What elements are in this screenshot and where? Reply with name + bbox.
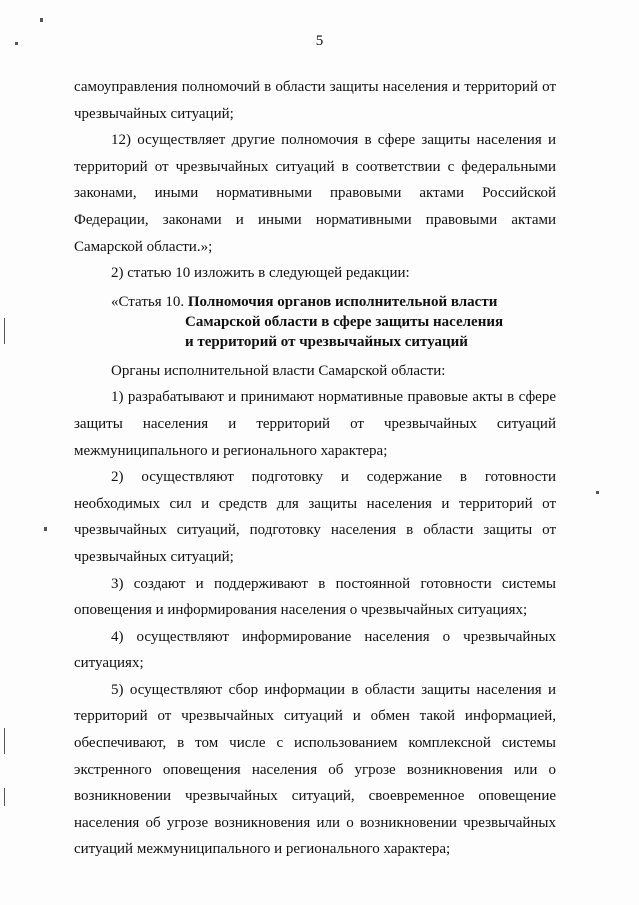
scan-mark [40, 18, 43, 22]
article-heading [74, 287, 556, 358]
scan-mark [4, 788, 5, 806]
paragraph-item-5: 5) осуществляют сбор информации в области защиты населения и территорий от чрезвычайных ситуаций и обмен такой информацией, обеспечивают, в том числе с использованием комплексной системы экстренного оповещения населения об угрозе возникновения или о возникновении чрезвычайных ситуаций, своевременное оповещение населения об угрозе возникновения или о возникновении чрезвычайных ситуаций межмуниципального и регионального характера; [74, 681, 556, 858]
scan-mark [15, 42, 18, 45]
paragraph-item-12: 12) осуществляет другие полномочия в сфере защиты населения и территорий от чрезвычайных ситуаций в соответствии с федеральными законами, иными нормативными правовыми актами Российской Федерации, законами и иными нормативными правовыми актами Самарской области.»; [74, 132, 556, 255]
scan-mark [596, 491, 599, 494]
paragraph-item-1: 1) разрабатывают и принимают нормативные правовые акты в сфере защиты населения и территорий от чрезвычайных ситуаций межмуниципального и регионального характера; [74, 389, 556, 459]
document-body [74, 74, 556, 863]
paragraph-intro: Органы исполнительной власти Самарской области: [111, 362, 446, 379]
article-prefix: «Статья 10. [111, 293, 188, 310]
page-number: 5 [315, 33, 324, 49]
paragraph-continuation: самоуправления полномочий в области защиты населения и территорий от чрезвычайных ситуаций; [74, 79, 556, 122]
scan-mark [4, 318, 5, 344]
article-title-line-3: и территорий от чрезвычайных ситуаций [185, 333, 468, 350]
article-title-line-2: Самарской области в сфере защиты населения [185, 313, 504, 330]
paragraph-amendment-2: 2) статью 10 изложить в следующей редакции: [111, 265, 410, 282]
paragraph-item-3: 3) создают и поддерживают в постоянной готовности системы оповещения и информирования населения о чрезвычайных ситуациях; [74, 575, 556, 619]
article-title-line-1: Полномочия органов исполнительной власти [187, 293, 498, 310]
scan-mark [4, 728, 5, 754]
paragraph-item-2: 2) осуществляют подготовку и содержание в готовности необходимых сил и средств для защиты населения и территорий от чрезвычайных ситуаций, подготовку населения в области защиты от чрезвычайных ситуаций; [74, 469, 556, 565]
scan-mark [44, 527, 47, 531]
paragraph-item-4: 4) осуществляют информирование населения о чрезвычайных ситуациях; [74, 628, 556, 672]
